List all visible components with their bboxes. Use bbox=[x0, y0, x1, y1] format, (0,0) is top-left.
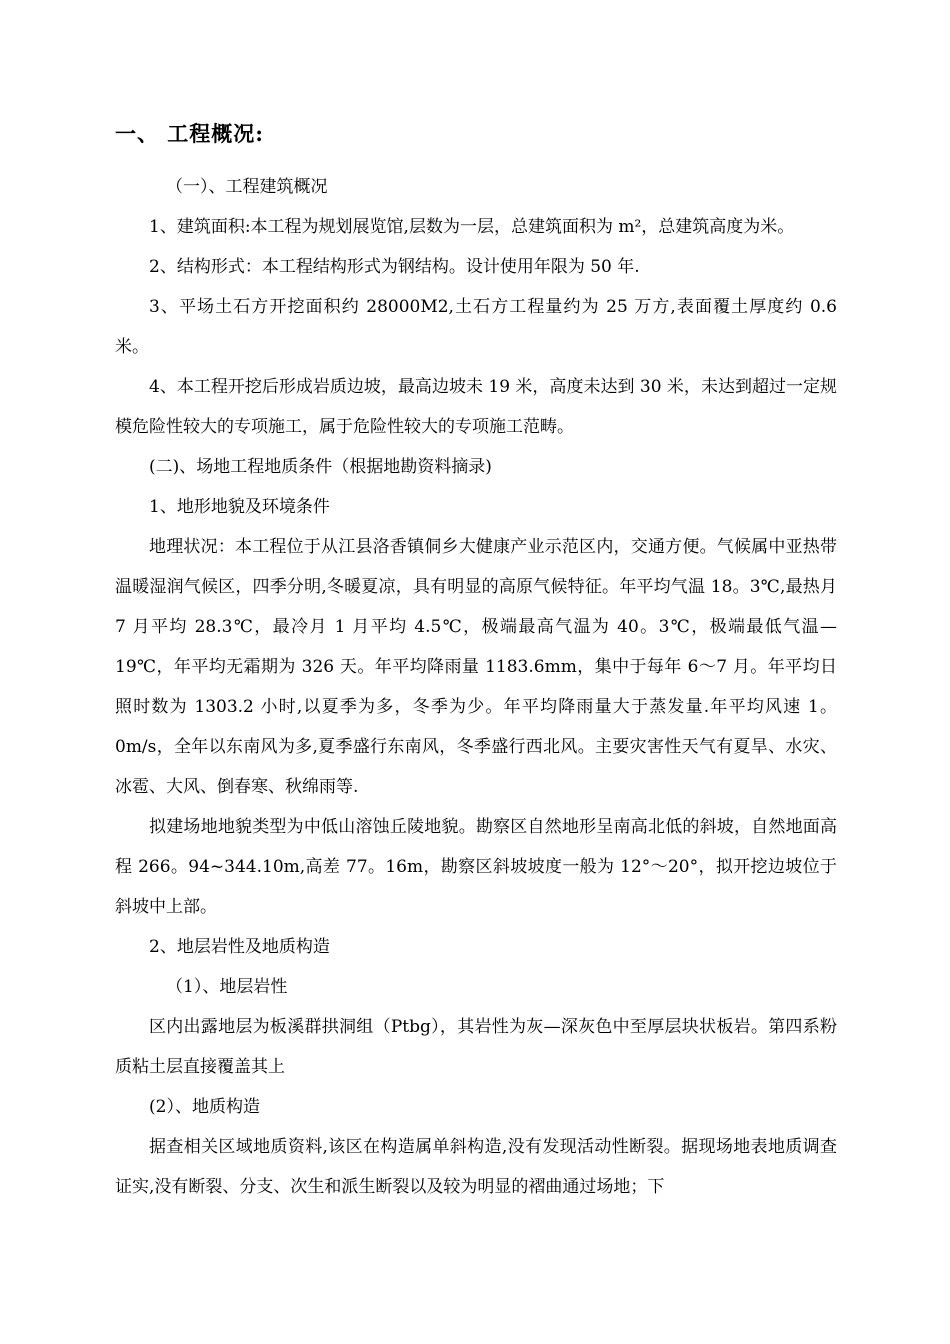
section-2-title: (二)、场地工程地质条件（根据地勘资料摘录) bbox=[149, 457, 492, 477]
subsection-2-title: 2、地层岩性及地质构造 bbox=[149, 937, 330, 957]
geography-paragraph: 地理状况：本工程位于从江县洛香镇侗乡大健康产业示范区内，交通方便。气候属中亚热带温暖湿润气候区，四季分明,冬暖夏凉，具有明显的高原气候特征。年平均气温 18。3℃,最热月 7 月平均 28.3℃，最冷月 1 月平均 4.5℃，极端最高气温为 40。3℃，极端最低气温—19℃，年平均无霜期为 326 天。年平均降雨量 1183.6mm，集中于每年 6～7 月。年平均日照时数为 1303.2 小时,以夏季为多，冬季为少。年平均降雨量大于蒸发量.年平均风速 1。0m/s，全年以东南风为多,夏季盛行东南风，冬季盛行西北风。主要灾害性天气有夏旱、水灾、冰雹、大风、倒春寒、秋绵雨等. bbox=[115, 537, 837, 797]
section-heading: 一、 工程概况: bbox=[115, 121, 265, 146]
structure-paragraph: 据查相关区域地质资料,该区在构造属单斜构造,没有发现活动性断裂。据现场地表地质调查证实,没有断裂、分支、次生和派生断裂以及较为明显的褶曲通过场地；下 bbox=[115, 1137, 837, 1197]
landform-paragraph: 拟建场地地貌类型为中低山溶蚀丘陵地貌。勘察区自然地形呈南高北低的斜坡，自然地面高程 266。94~344.10m,高差 77。16m，勘察区斜坡坡度一般为 12°～20°，拟开挖边坡位于斜坡中上部。 bbox=[115, 817, 837, 917]
subsection-1-title: 1、地形地貌及环境条件 bbox=[149, 497, 330, 517]
document-body bbox=[115, 167, 837, 1207]
section-1-title: （一）、工程建筑概况 bbox=[166, 177, 328, 197]
structure-title: (2）、地质构造 bbox=[149, 1097, 260, 1117]
lithology-paragraph: 区内出露地层为板溪群拱洞组（Ptbg），其岩性为灰—深灰色中至厚层块状板岩。第四系粉质粘土层直接覆盖其上 bbox=[115, 1017, 837, 1077]
item-1-area: 1、建筑面积:本工程为规划展览馆,层数为一层，总建筑面积为 m²，总建筑高度为米。 bbox=[149, 217, 795, 237]
lithology-title: （1）、地层岩性 bbox=[166, 977, 288, 997]
item-2-structure: 2、结构形式：本工程结构形式为钢结构。设计使用年限为 50 年. bbox=[149, 257, 640, 277]
item-4-slope: 4、本工程开挖后形成岩质边坡，最高边坡未 19 米，高度未达到 30 米，未达到超过一定规模危险性较大的专项施工，属于危险性较大的专项施工范畴。 bbox=[115, 377, 837, 437]
item-3-earthwork: 3、平场土石方开挖面积约 28000M2,土石方工程量约为 25 万方,表面覆土厚度约 0.6 米。 bbox=[115, 297, 837, 357]
